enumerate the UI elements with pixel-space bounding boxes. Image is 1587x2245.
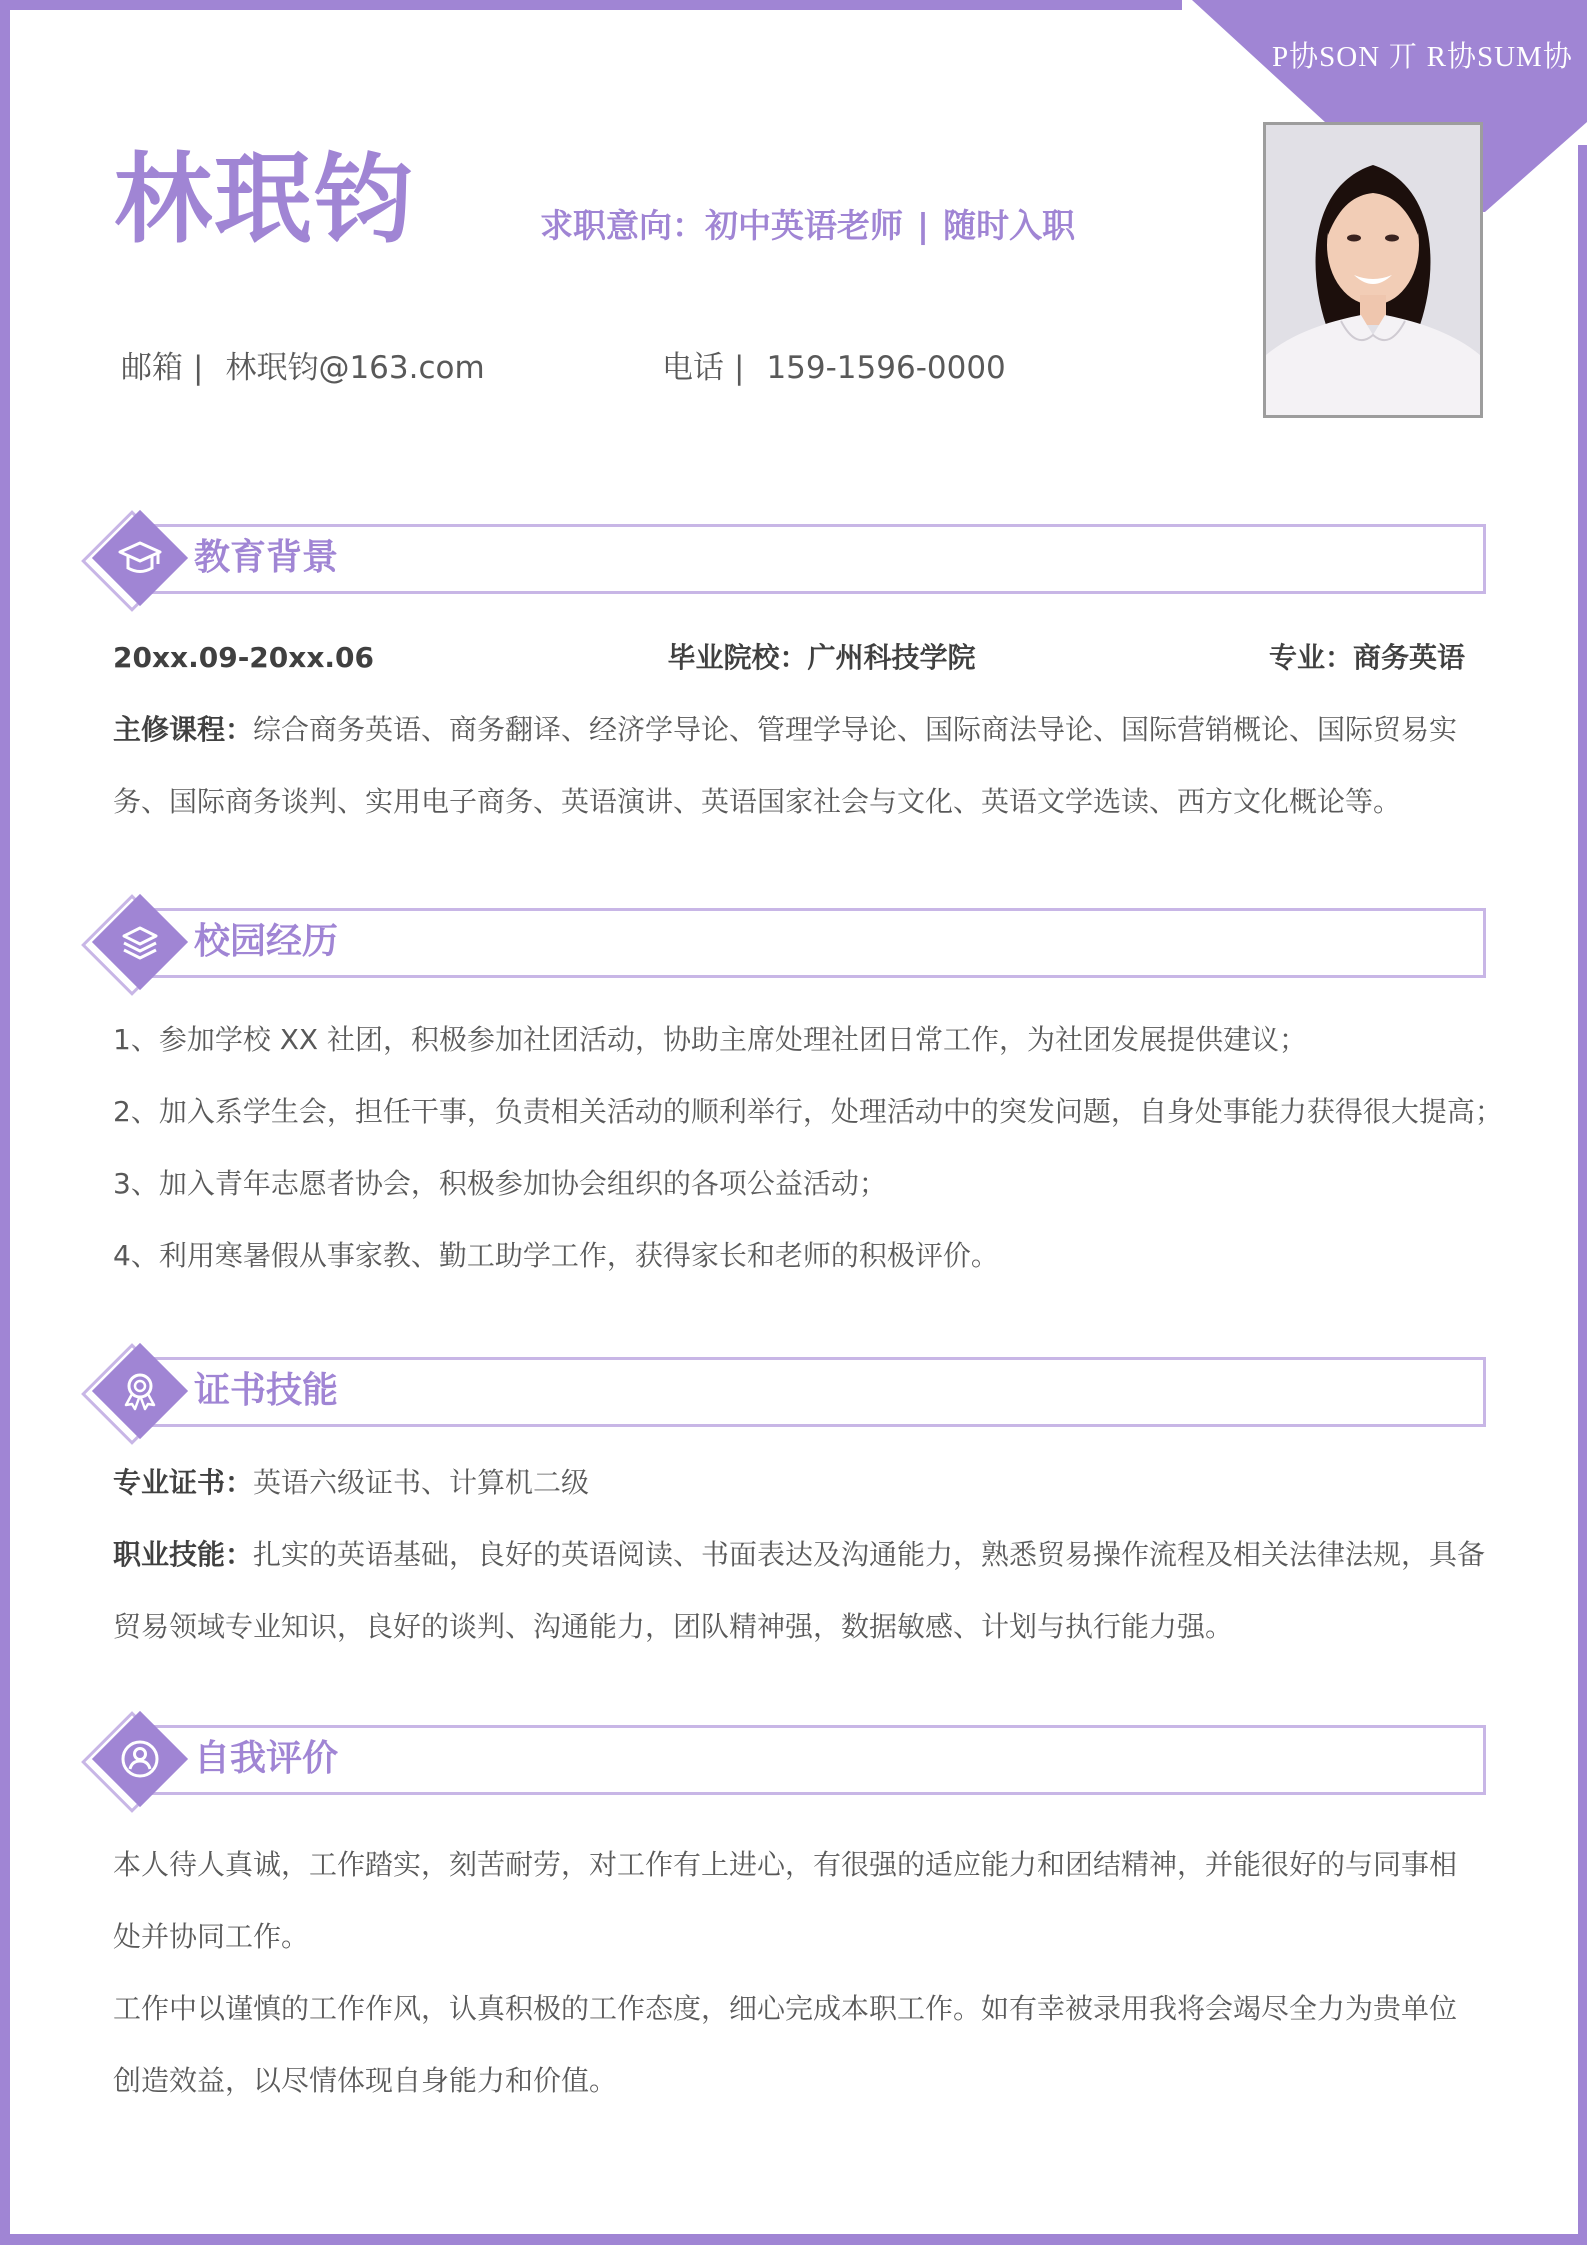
frame-border-left [0,0,10,2245]
objective-separator: | [917,206,930,245]
skills-content [113,1447,1486,1663]
graduation-cap-icon [116,534,164,582]
education-period: 20xx.09-20xx.06 [113,641,374,674]
skill-line-2: 贸易领域专业知识，良好的谈判、沟通能力，团队精神强，数据敏感、计划与执行能力强。 [113,1610,1234,1643]
section-title-box [152,524,1486,594]
section-title-box [152,1725,1486,1795]
courses-label: 主修课程： [113,713,254,746]
email-label: 邮箱 [121,350,183,386]
education-summary-row [113,622,1465,694]
paragraph-line: 创造效益，以尽情体现自身能力和价值。 [113,2064,618,2097]
section-header-campus [82,891,1487,991]
phone-value[interactable]: 159-1596-0000 [766,350,1006,386]
phone-label: 电话 [662,350,724,386]
candidate-name: 林珉钧 [114,143,415,257]
user-circle-icon [116,1735,164,1783]
profile-photo [1263,122,1483,418]
phone-bar: | [734,350,745,386]
campus-list [113,1004,1503,1292]
frame-border-right [1578,145,1587,2245]
section-title: 自我评价 [194,1738,339,1779]
education-courses [113,694,1483,838]
skill-label: 职业技能： [113,1538,254,1571]
education-major: 专业：商务英语 [1268,641,1465,674]
list-item: 3、加入青年志愿者协会，积极参加协会组织的各项公益活动； [113,1167,887,1200]
education-school: 毕业院校：广州科技学院 [667,641,976,674]
list-item: 4、利用寒暑假从事家教、勤工助学工作，获得家长和老师的积极评价。 [113,1239,999,1272]
paragraph-line: 处并协同工作。 [113,1920,310,1953]
email-bar: | [193,350,204,386]
email-value[interactable]: 林珉钧@163.com [225,350,485,386]
contact-phone [662,346,1006,390]
objective-label: 求职意向： [540,206,705,245]
section-title-box [152,908,1486,978]
layers-icon [116,918,164,966]
courses-line-1: 综合商务英语、商务翻译、经济学导论、管理学导论、国际商法导论、国际营销概论、国际贸易实 [253,713,1458,746]
cert-label: 专业证书： [113,1466,254,1499]
paragraph-line: 工作中以谨慎的工作作风，认真积极的工作态度，细心完成本职工作。如有幸被录用我将会竭尽全力为贵单位 [113,1992,1458,2025]
section-header-skills [82,1340,1487,1440]
job-objective [540,204,1075,248]
portrait-image [1266,125,1480,415]
objective-availability: 随时入职 [943,206,1076,245]
section-title: 教育背景 [194,537,339,578]
award-ribbon-icon [116,1367,164,1415]
paragraph-line: 本人待人真诚，工作踏实，刻苦耐劳，对工作有上进心，有很强的适应能力和团结精神，并能很好的与同事相 [113,1848,1458,1881]
objective-position: 初中英语老师 [705,206,903,245]
section-title: 证书技能 [194,1370,339,1411]
section-header-self-evaluation [82,1708,1487,1808]
section-header-education [82,507,1487,607]
section-title-box [152,1357,1486,1427]
frame-border-bottom [0,2234,1587,2245]
list-item: 1、参加学校 XX 社团，积极参加社团活动，协助主席处理社团日常工作，为社团发展提供建议； [113,1023,1307,1056]
self-evaluation-content [113,1829,1483,2117]
list-item: 2、加入系学生会，担任干事，负责相关活动的顺利举行，处理活动中的突发问题，自身处事能力获得很大提高； [113,1095,1503,1128]
contact-email [121,346,485,390]
corner-label: P协SON 丌 R协SUM协 [1272,41,1573,73]
courses-line-2: 务、国际商务谈判、实用电子商务、英语演讲、英语国家社会与文化、英语文学选读、西方文化概论等。 [113,785,1402,818]
cert-value: 英语六级证书、计算机二级 [253,1466,590,1499]
section-title: 校园经历 [194,921,339,962]
skill-line-1: 扎实的英语基础，良好的英语阅读、书面表达及沟通能力，熟悉贸易操作流程及相关法律法规，具备 [253,1538,1486,1571]
